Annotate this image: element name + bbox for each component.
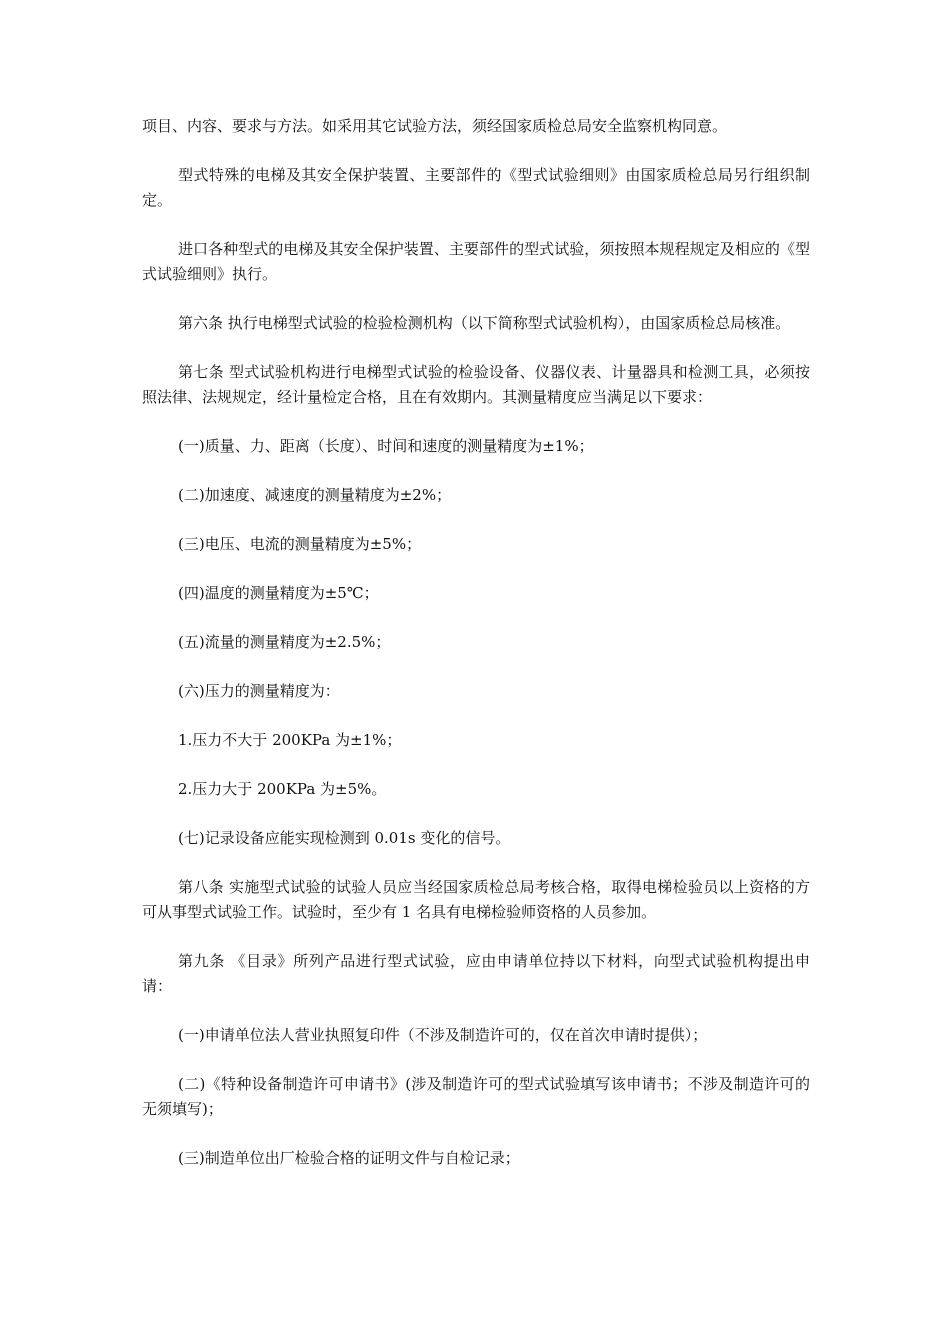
list-item: (二)加速度、减速度的测量精度为±2%； [178, 486, 452, 504]
article-8-paragraph: 第八条 实施型式试验的试验人员应当经国家质检总局考核合格，取得电梯检验员以上资格的方可从事型式试验工作。试验时，至少有 1 名具有电梯检验师资格的人员参加。 [142, 878, 810, 921]
list-item: (七)记录设备应能实现检测到 0.01s 变化的信号。 [178, 829, 511, 847]
paragraph: 型式特殊的电梯及其安全保护装置、主要部件的《型式试验细则》由国家质检总局另行组织制定。 [142, 166, 810, 209]
list-item: (六)压力的测量精度为： [178, 682, 340, 700]
list-item: (一)申请单位法人营业执照复印件（不涉及制造许可的，仅在首次申请时提供）； [178, 1026, 708, 1044]
article-7-paragraph: 第七条 型式试验机构进行电梯型式试验的检验设备、仪器仪表、计量器具和检测工具，必须按照法律、法规规定，经计量检定合格，且在有效期内。其测量精度应当满足以下要求： [142, 363, 810, 406]
list-item: (一)质量、力、距离（长度）、时间和速度的测量精度为±1%； [178, 437, 594, 455]
paragraph: 项目、内容、要求与方法。如采用其它试验方法，须经国家质检总局安全监察机构同意。 [142, 117, 728, 135]
list-item: (二)《特种设备制造许可申请书》(涉及制造许可的型式试验填写该申请书；不涉及制造许可的无须填写)； [142, 1075, 810, 1118]
list-item: (五)流量的测量精度为±2.5%； [178, 633, 391, 651]
list-item: (三)制造单位出厂检验合格的证明文件与自检记录； [178, 1149, 520, 1167]
article-9-paragraph: 第九条 《目录》所列产品进行型式试验，应由申请单位持以下材料，向型式试验机构提出申请： [142, 952, 810, 995]
document-body [142, 114, 810, 1195]
list-item: 1.压力不大于 200KPa 为±1%； [178, 731, 402, 749]
list-item: (四)温度的测量精度为±5℃； [178, 584, 379, 602]
paragraph: 进口各种型式的电梯及其安全保护装置、主要部件的型式试验，须按照本规程规定及相应的《型式试验细则》执行。 [142, 240, 810, 283]
list-item: 2.压力大于 200KPa 为±5%。 [178, 780, 387, 798]
list-item: (三)电压、电流的测量精度为±5%； [178, 535, 422, 553]
article-6-paragraph: 第六条 执行电梯型式试验的检验检测机构（以下简称型式试验机构），由国家质检总局核准。 [178, 314, 791, 332]
